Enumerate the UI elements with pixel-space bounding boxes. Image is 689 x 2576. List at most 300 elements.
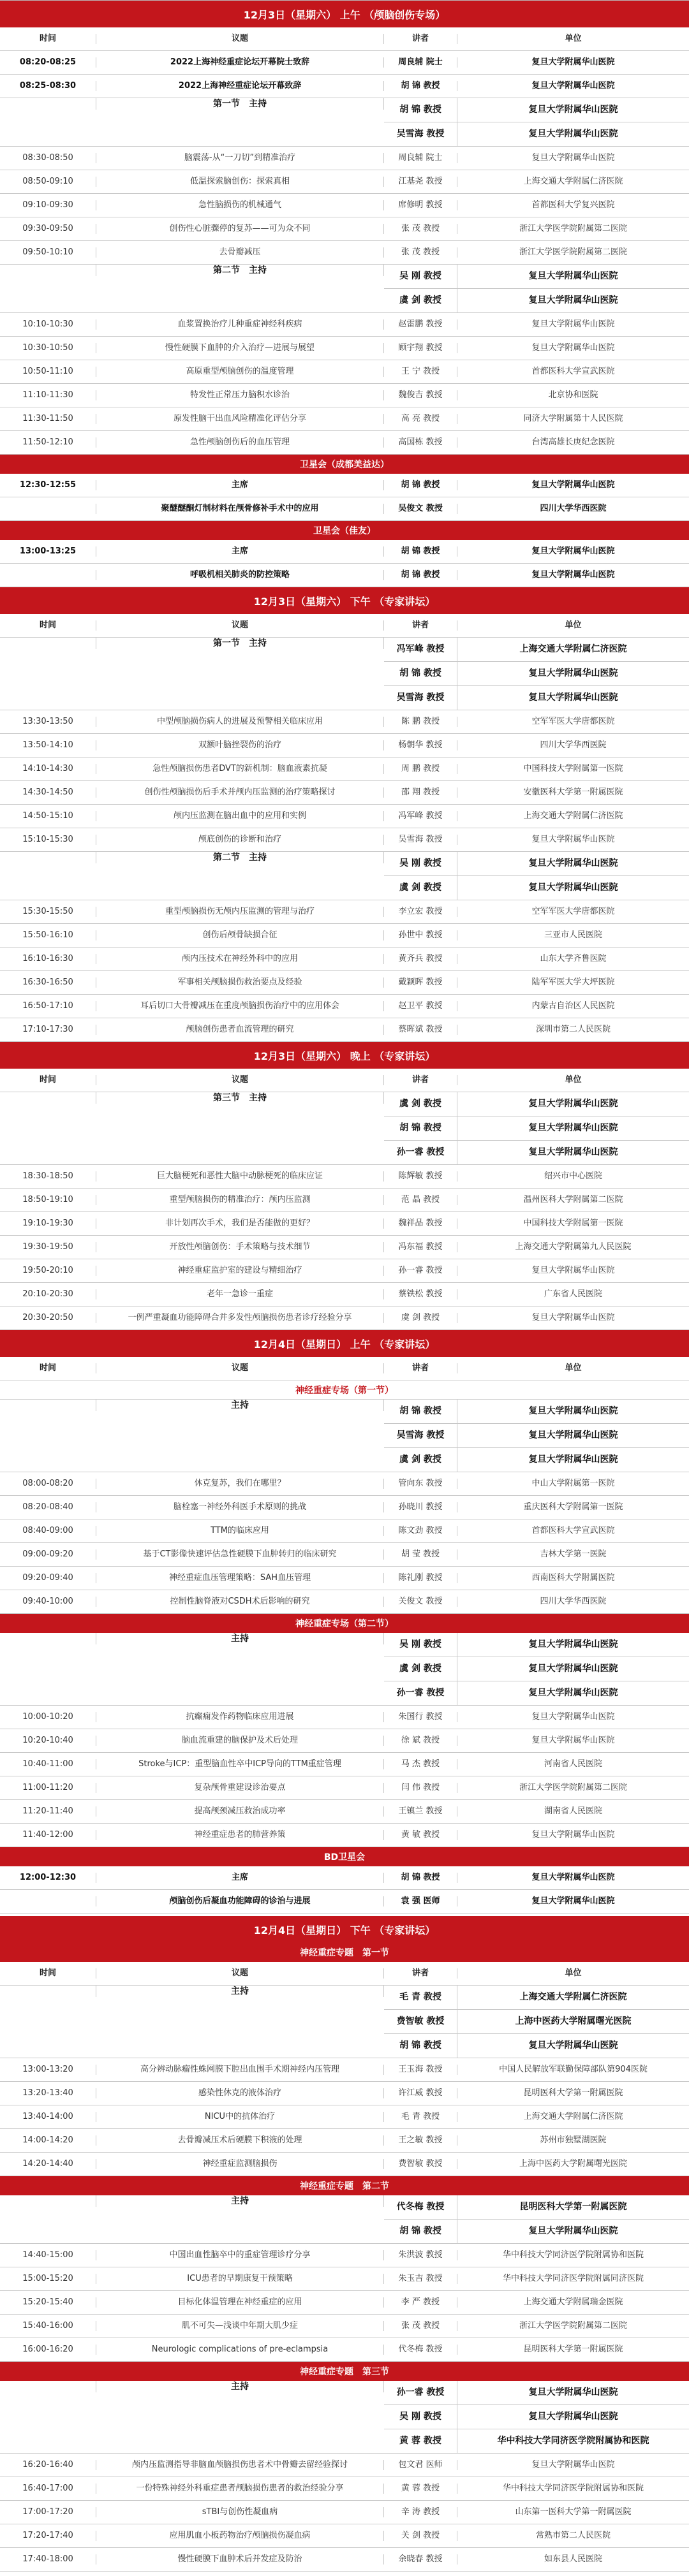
- subsection-header: 神经重症专题 第二节: [0, 2176, 689, 2195]
- host-row: [384, 2381, 689, 2405]
- institution-cell: 河南省人民医院: [544, 1759, 602, 1769]
- host-institution: 复旦大学附属华山医院: [528, 105, 618, 115]
- host-institution: 复旦大学附属华山医院: [528, 1430, 618, 1441]
- subsection-header: 神经重症专题 第一节: [0, 1943, 689, 1962]
- time-cell: 08:00-08:20: [22, 1478, 73, 1488]
- host-name: 毛 青 教授: [384, 1986, 457, 2009]
- topic-cell: 慢性硬膜下血肿的介入治疗—进展与展望: [96, 343, 384, 354]
- table-row: [0, 1496, 689, 1519]
- header-time-cell: 时间: [39, 1363, 56, 1373]
- host-row: [384, 2010, 689, 2034]
- host-institution: 昆明医科大学第一附属医院: [519, 2202, 627, 2213]
- time-cell: 13:30-13:50: [22, 716, 73, 726]
- time-cell: 10:40-11:00: [22, 1759, 73, 1769]
- institution-cell: 吉林大学第一医院: [540, 1549, 607, 1559]
- table-row: [0, 924, 689, 948]
- table-row: [0, 1800, 689, 1824]
- time-cell: 14:50-15:10: [22, 810, 73, 821]
- time-cell: 10:50-11:10: [22, 366, 73, 376]
- topic-cell: 中国出血性脑卒中的重症管理诊疗分享: [96, 2250, 384, 2261]
- time-cell: 14:40-15:00: [22, 2250, 73, 2260]
- table-row: [0, 948, 689, 971]
- header-topic-cell: 议题: [96, 1968, 384, 1979]
- topic-cell: 呼吸机相关肺炎的防控策略: [96, 570, 384, 581]
- topic-cell: 原发性脑干出血风险精准化评估分享: [96, 414, 384, 425]
- header-institution-cell: 单位: [565, 33, 582, 43]
- topic-cell: 颅脑创伤患者血流管理的研究: [96, 1025, 384, 1036]
- topic-cell: 中型颅脑损伤病人的进展及预警相关临床应用: [96, 717, 384, 728]
- host-row: [384, 1657, 689, 1681]
- institution-cell: 台湾高雄长庚纪念医院: [531, 437, 615, 447]
- institution-cell: 浙江大学医学院附属第二医院: [519, 2320, 627, 2331]
- speaker-cell: 高国栋 教授: [384, 437, 457, 448]
- host-name: 孙一睿 教授: [384, 2381, 457, 2404]
- time-cell: 14:30-14:50: [22, 787, 73, 797]
- table-header-row: [0, 1962, 689, 1986]
- header-topic-cell: 议题: [96, 1363, 384, 1374]
- host-institution: 复旦大学附属华山医院: [528, 692, 618, 703]
- table-row: [0, 781, 689, 805]
- host-title: 第二节 主持: [96, 265, 384, 276]
- institution-cell: 首都医科大学宣武医院: [531, 1525, 615, 1535]
- host-institution: 复旦大学附属华山医院: [528, 2040, 618, 2051]
- speaker-cell: 闫 伟 教授: [384, 1783, 457, 1794]
- topic-cell: TTM的临床应用: [96, 1526, 384, 1537]
- topic-cell: 急性脑损伤的机械通气: [96, 200, 384, 211]
- host-row: [384, 122, 689, 146]
- table-row: [0, 1018, 689, 1042]
- topic-cell: 去骨瓣减压术后硬膜下积液的处理: [96, 2135, 384, 2146]
- topic-cell: 颅内压监测在脑出血中的应用和实例: [96, 811, 384, 822]
- table-row: [0, 2153, 689, 2176]
- host-row: [384, 1424, 689, 1448]
- time-cell: 09:50-10:10: [22, 247, 73, 257]
- host-list: [384, 2195, 689, 2243]
- host-block: [0, 1986, 689, 2058]
- institution-cell: 复旦大学附属华山医院: [531, 546, 615, 556]
- institution-cell: 广东省人民医院: [544, 1289, 602, 1299]
- speaker-cell: 孙一睿 教授: [384, 1266, 457, 1277]
- host-name: 虞 剑 教授: [384, 1448, 457, 1472]
- speaker-cell: 胡 锦 教授: [384, 570, 457, 581]
- host-name: 虞 剑 教授: [384, 876, 457, 900]
- host-institution: 复旦大学附属华山医院: [528, 295, 618, 306]
- institution-cell: 山东大学齐鲁医院: [540, 953, 607, 963]
- time-cell: 16:20-16:40: [22, 2459, 73, 2470]
- table-row: [0, 1236, 689, 1259]
- institution-cell: 温州医科大学附属第二医院: [523, 1194, 623, 1204]
- host-row: [384, 265, 689, 289]
- topic-cell: 休克复苏，我们在哪里？: [96, 1479, 384, 1489]
- speaker-cell: 李 严 教授: [384, 2297, 457, 2308]
- table-row: [0, 971, 689, 995]
- topic-cell: 主席: [96, 480, 384, 491]
- topic-cell: 神经重症患者的肺营养策: [96, 1830, 384, 1841]
- speaker-cell: 王 宁 教授: [384, 367, 457, 377]
- speaker-cell: 关 剑 教授: [384, 2531, 457, 2542]
- institution-cell: 四川大学华西医院: [540, 503, 607, 513]
- speaker-cell: 蔡晖斌 教授: [384, 1025, 457, 1036]
- time-cell: 11:20-11:40: [22, 1806, 73, 1816]
- time-cell: 11:10-11:30: [22, 390, 73, 400]
- institution-cell: 复旦大学附属华山医院: [531, 319, 615, 329]
- speaker-cell: 胡 锦 教授: [384, 480, 457, 491]
- table-row: [0, 2524, 689, 2548]
- table-row: [0, 900, 689, 924]
- host-row: [384, 2405, 689, 2429]
- institution-cell: 中国人民解放军联勤保障部队第904医院: [499, 2064, 648, 2074]
- host-block: [0, 1092, 689, 1165]
- table-row: [0, 474, 689, 497]
- host-title: 主持: [96, 2381, 384, 2392]
- institution-cell: 浙江大学医学院附属第二医院: [519, 247, 627, 257]
- table-row: [0, 1776, 689, 1800]
- host-title: 主持: [96, 2195, 384, 2207]
- speaker-cell: 虞 剑 教授: [384, 1313, 457, 1324]
- topic-cell: 低温探索脑创伤：探索真相: [96, 177, 384, 187]
- host-name: 胡 锦 教授: [384, 1116, 457, 1140]
- time-cell: 09:10-09:30: [22, 200, 73, 210]
- institution-cell: 复旦大学附属华山医院: [531, 569, 615, 580]
- host-name: 虞 剑 教授: [384, 289, 457, 312]
- speaker-cell: 黄 敏 教授: [384, 1830, 457, 1841]
- table-row: [0, 51, 689, 75]
- speaker-cell: 冯东福 教授: [384, 1242, 457, 1253]
- host-name: 孙一睿 教授: [384, 1681, 457, 1705]
- speaker-cell: 高 亮 教授: [384, 414, 457, 425]
- header-institution-cell: 单位: [565, 620, 582, 630]
- topic-cell: Neurologic complications of pre-eclampsia: [96, 2345, 384, 2355]
- table-row: [0, 384, 689, 407]
- institution-cell: 内蒙古自治区人民医院: [531, 1000, 615, 1011]
- host-list: [384, 852, 689, 900]
- table-row: [0, 2082, 689, 2105]
- institution-cell: 湖南省人民医院: [544, 1806, 602, 1816]
- topic-cell: 血浆置换治疗儿种重症神经科疾病: [96, 319, 384, 330]
- table-row: [0, 2501, 689, 2524]
- speaker-cell: 陈 鹏 教授: [384, 717, 457, 728]
- time-cell: 11:50-12:10: [22, 437, 73, 447]
- time-cell: 16:10-16:30: [22, 953, 73, 963]
- table-row: [0, 194, 689, 217]
- host-name: 吴 刚 教授: [384, 1633, 457, 1657]
- speaker-cell: 张 茂 教授: [384, 247, 457, 258]
- table-row: [0, 1866, 689, 1890]
- institution-cell: 上海交通大学附属第九人民医院: [515, 1241, 632, 1252]
- table-row: [0, 313, 689, 337]
- table-row: [0, 360, 689, 384]
- institution-cell: 北京协和医院: [548, 390, 598, 400]
- time-cell: 14:10-14:30: [22, 763, 73, 773]
- institution-cell: 浙江大学医学院附属第二医院: [519, 223, 627, 233]
- topic-cell: 抗癫痫发作药物临床应用进展: [96, 1712, 384, 1723]
- time-cell: 09:20-09:40: [22, 1572, 73, 1583]
- time-cell: 17:10-17:30: [22, 1024, 73, 1034]
- institution-cell: 华中科技大学同济医学院附属协和医院: [502, 2250, 644, 2260]
- institution-cell: 昆明医科大学第一附属医院: [523, 2344, 623, 2354]
- host-list: [384, 98, 689, 146]
- topic-cell: 创伤性颅脑损伤后手术并颅内压监测的治疗策略探讨: [96, 787, 384, 798]
- host-row: [384, 876, 689, 900]
- header-time-cell: 时间: [39, 33, 56, 43]
- table-row: [0, 1165, 689, 1189]
- time-cell: 12:00-12:30: [19, 1872, 77, 1882]
- time-cell: 10:30-10:50: [22, 342, 73, 353]
- speaker-cell: 马 杰 教授: [384, 1759, 457, 1770]
- time-cell: 10:10-10:30: [22, 319, 73, 329]
- institution-cell: 重庆医科大学附属第一医院: [523, 1502, 623, 1512]
- host-institution: 上海交通大学附属仁济医院: [519, 644, 627, 655]
- topic-cell: 提高颅颈减压救治成功率: [96, 1806, 384, 1817]
- host-institution: 复旦大学附属华山医院: [528, 1099, 618, 1109]
- institution-cell: 复旦大学附属华山医院: [531, 1312, 615, 1322]
- table-row: [0, 1753, 689, 1776]
- institution-cell: 中国科技大学附属第一医院: [523, 763, 623, 773]
- host-name: 费智敏 教授: [384, 2010, 457, 2033]
- topic-cell: 耳后切口大骨瓣减压在重度颅脑损伤治疗中的应用体会: [96, 1001, 384, 1012]
- section-banner: 12月3日（星期六） 上午 （颅脑创伤专场）: [0, 1, 689, 27]
- speaker-cell: 陈辉敏 教授: [384, 1171, 457, 1182]
- host-block: [0, 98, 689, 147]
- host-block: [0, 1400, 689, 1472]
- subsection-header: 神经重症专场（第二节）: [0, 1614, 689, 1633]
- host-institution: 华中科技大学同济医学院附属协和医院: [497, 2436, 649, 2447]
- time-cell: 15:00-15:20: [22, 2273, 73, 2283]
- speaker-cell: 余晓春 教授: [384, 2554, 457, 2565]
- table-row: [0, 734, 689, 757]
- topic-cell: 主席: [96, 1873, 384, 1884]
- institution-cell: 陆军军医大学大坪医院: [531, 977, 615, 987]
- header-speaker-cell: 讲者: [384, 620, 457, 631]
- time-cell: 19:50-20:10: [22, 1265, 73, 1275]
- institution-cell: 昆明医科大学第一附属医院: [523, 2088, 623, 2098]
- topic-cell: 去骨瓣减压: [96, 247, 384, 258]
- institution-cell: 上海交通大学附属仁济医院: [523, 176, 623, 186]
- table-row: [0, 2338, 689, 2362]
- host-name: 吴 刚 教授: [384, 2405, 457, 2429]
- topic-cell: 脑震荡-从“一刀切”到精准治疗: [96, 153, 384, 164]
- host-title: 主持: [96, 1633, 384, 1644]
- table-row: [0, 805, 689, 828]
- table-row: [0, 1729, 689, 1753]
- time-cell: 08:50-09:10: [22, 176, 73, 186]
- topic-cell: 军事相关颅脑损伤救治要点及经验: [96, 977, 384, 988]
- topic-cell: 主席: [96, 546, 384, 557]
- topic-cell: 脑血流重建的脑保护及术后处理: [96, 1736, 384, 1746]
- host-row: [384, 662, 689, 686]
- institution-cell: 首都医科大学宣武医院: [531, 366, 615, 376]
- header-speaker-cell: 讲者: [384, 1968, 457, 1979]
- host-row: [384, 1116, 689, 1141]
- table-row: [0, 407, 689, 431]
- speaker-cell: 朱国行 教授: [384, 1712, 457, 1723]
- table-header-row: [0, 614, 689, 638]
- subsection-header: 卫星会（成都美益达）: [0, 455, 689, 474]
- host-row: [384, 638, 689, 662]
- time-cell: 11:00-11:20: [22, 1782, 73, 1792]
- topic-cell: 应用肌血小板药物治疗颅脑损伤凝血病: [96, 2531, 384, 2542]
- topic-cell: 老年一急诊一重症: [96, 1289, 384, 1300]
- host-institution: 复旦大学附属华山医院: [528, 2387, 618, 2398]
- topic-cell: 基于CT影像快速评估急性硬膜下血肿转归的临床研究: [96, 1549, 384, 1560]
- host-block: [0, 265, 689, 313]
- topic-cell: 复杂颅骨重建设诊治要点: [96, 1783, 384, 1794]
- header-institution-cell: 单位: [565, 1968, 582, 1978]
- host-name: 胡 锦 教授: [384, 2034, 457, 2058]
- table-row: [0, 828, 689, 852]
- institution-cell: 复旦大学附属华山医院: [531, 57, 615, 67]
- host-name: 黄 蓉 教授: [384, 2429, 457, 2453]
- institution-cell: 上海交通大学附属仁济医院: [523, 810, 623, 821]
- header-time-cell: 时间: [39, 1074, 56, 1085]
- host-name: 虞 剑 教授: [384, 1092, 457, 1116]
- speaker-cell: 顾宇翔 教授: [384, 343, 457, 354]
- topic-cell: 神经重症监测脑损伤: [96, 2159, 384, 2170]
- host-institution: 复旦大学附属华山医院: [528, 129, 618, 140]
- speaker-cell: 费智敏 教授: [384, 2159, 457, 2170]
- speaker-cell: 黄齐兵 教授: [384, 954, 457, 965]
- topic-cell: 感染性休克的液体治疗: [96, 2088, 384, 2099]
- time-cell: 17:40-18:00: [22, 2554, 73, 2564]
- host-row: [384, 686, 689, 710]
- speaker-cell: 胡 锦 教授: [384, 81, 457, 92]
- header-institution-cell: 单位: [565, 1074, 582, 1085]
- time-cell: 15:50-16:10: [22, 930, 73, 940]
- table-header-row: [0, 27, 689, 51]
- table-row: [0, 1543, 689, 1567]
- speaker-cell: 江基尧 教授: [384, 177, 457, 187]
- table-row: [0, 1472, 689, 1496]
- time-cell: 11:40-12:00: [22, 1829, 73, 1840]
- host-row: [384, 2220, 689, 2243]
- table-row: [0, 1567, 689, 1590]
- time-cell: 13:20-13:40: [22, 2088, 73, 2098]
- topic-cell: 颅内压技术在神经外科中的应用: [96, 954, 384, 965]
- speaker-cell: 王镇兰 教授: [384, 1806, 457, 1817]
- host-list: [384, 1986, 689, 2058]
- topic-cell: 聚醚醚酮灯制材料在颅骨修补手术中的应用: [96, 504, 384, 515]
- time-cell: 16:00-16:20: [22, 2344, 73, 2354]
- time-cell: 19:10-19:30: [22, 1218, 73, 1228]
- host-name: 代冬梅 教授: [384, 2195, 457, 2219]
- institution-cell: 常熟市第二人民医院: [535, 2530, 611, 2540]
- speaker-cell: 魏祥品 教授: [384, 1218, 457, 1229]
- speaker-cell: 徐 斌 教授: [384, 1736, 457, 1746]
- topic-cell: 创伤性心脏骤停的复苏——可为众不同: [96, 224, 384, 235]
- speaker-cell: 张 茂 教授: [384, 224, 457, 235]
- time-cell: 11:30-11:50: [22, 413, 73, 423]
- header-speaker-cell: 讲者: [384, 34, 457, 45]
- time-cell: 13:00-13:25: [19, 546, 77, 556]
- table-row: [0, 1706, 689, 1729]
- table-row: [0, 75, 689, 98]
- topic-cell: 目标化体温管理在神经重症的应用: [96, 2297, 384, 2308]
- topic-cell: 颅脑创伤后凝血功能障碍的诊治与进展: [96, 1896, 384, 1907]
- host-block: [0, 852, 689, 900]
- table-row: [0, 2454, 689, 2477]
- speaker-cell: 黄 蓉 教授: [384, 2484, 457, 2494]
- host-institution: 上海交通大学附属仁济医院: [519, 1992, 627, 2003]
- host-list: [384, 2381, 689, 2453]
- table-row: [0, 431, 689, 455]
- time-cell: 10:20-10:40: [22, 1735, 73, 1745]
- host-name: 吴 刚 教授: [384, 265, 457, 288]
- speaker-cell: 张 茂 教授: [384, 2321, 457, 2332]
- institution-cell: 复旦大学附属华山医院: [531, 1896, 615, 1906]
- host-institution: 上海中医药大学附属曙光医院: [515, 2016, 632, 2027]
- table-row: [0, 497, 689, 521]
- topic-cell: Stroke与ICP：重型脑血性卒中ICP导向的TTM重症管理: [96, 1759, 384, 1770]
- topic-cell: 重型颅脑损伤无颅内压监测的管理与治疗: [96, 907, 384, 918]
- header-institution-cell: 单位: [565, 1363, 582, 1373]
- header-topic-cell: 议题: [96, 1075, 384, 1086]
- header-speaker-cell: 讲者: [384, 1075, 457, 1086]
- speaker-cell: 杨朝华 教授: [384, 740, 457, 751]
- topic-cell: 2022上海神经重症论坛开幕致辞: [96, 81, 384, 92]
- table-row: [0, 337, 689, 360]
- topic-cell: 特发性正常压力脑积水诊治: [96, 390, 384, 401]
- speaker-cell: 陈文劲 教授: [384, 1526, 457, 1537]
- speaker-cell: 辛 涛 教授: [384, 2507, 457, 2518]
- time-cell: 13:40-14:00: [22, 2111, 73, 2121]
- time-cell: 18:50-19:10: [22, 1194, 73, 1204]
- topic-cell: 控制性脑脊液对CSDH术后影响的研究: [96, 1597, 384, 1607]
- table-row: [0, 217, 689, 241]
- table-row: [0, 757, 689, 781]
- time-cell: 20:30-20:50: [22, 1312, 73, 1322]
- institution-cell: 深圳市第二人民医院: [535, 1024, 611, 1034]
- header-speaker-cell: 讲者: [384, 1363, 457, 1374]
- speaker-cell: 包文君 医师: [384, 2460, 457, 2471]
- speaker-cell: 席修明 教授: [384, 200, 457, 211]
- table-row: [0, 241, 689, 265]
- time-cell: 20:10-20:30: [22, 1289, 73, 1299]
- table-row: [0, 995, 689, 1018]
- topic-cell: 肌不可失—浅谈中年期大肌少症: [96, 2321, 384, 2332]
- institution-cell: 中山大学附属第一医院: [531, 1478, 615, 1488]
- table-row: [0, 2315, 689, 2338]
- host-row: [384, 1633, 689, 1657]
- time-cell: 13:50-14:10: [22, 740, 73, 750]
- table-row: [0, 2058, 689, 2082]
- host-name: 吴雪海 教授: [384, 686, 457, 710]
- topic-cell: 神经重症血压管理策略：SAH血压管理: [96, 1573, 384, 1584]
- institution-cell: 绍兴市中心医院: [544, 1171, 602, 1181]
- institution-cell: 苏州市独墅湖医院: [540, 2135, 607, 2145]
- host-name: 吴 刚 教授: [384, 852, 457, 875]
- institution-cell: 首都医科大学复兴医院: [531, 200, 615, 210]
- institution-cell: 三亚市人民医院: [544, 930, 602, 940]
- institution-cell: 复旦大学附属华山医院: [531, 1872, 615, 1882]
- time-cell: 13:00-13:20: [22, 2064, 73, 2074]
- host-institution: 复旦大学附属华山医院: [528, 882, 618, 893]
- host-name: 胡 锦 教授: [384, 1400, 457, 1423]
- time-cell: 08:25-08:30: [19, 80, 77, 91]
- speaker-cell: 朱洪波 教授: [384, 2250, 457, 2261]
- subsection-header: BD卫星会: [0, 1847, 689, 1866]
- host-institution: 复旦大学附属华山医院: [528, 2226, 618, 2237]
- host-name: 冯军峰 教授: [384, 638, 457, 661]
- speaker-cell: 吴俊文 教授: [384, 504, 457, 515]
- table-row: [0, 710, 689, 734]
- host-institution: 复旦大学附属华山医院: [528, 271, 618, 282]
- host-institution: 复旦大学附属华山医院: [528, 1664, 618, 1674]
- table-row: [0, 1519, 689, 1543]
- table-header-row: [0, 1069, 689, 1092]
- institution-cell: 复旦大学附属华山医院: [531, 152, 615, 163]
- speaker-cell: 王之敏 教授: [384, 2135, 457, 2146]
- topic-cell: 一例严重凝血功能障碍合并多发性颅脑损伤患者诊疗经验分享: [96, 1313, 384, 1324]
